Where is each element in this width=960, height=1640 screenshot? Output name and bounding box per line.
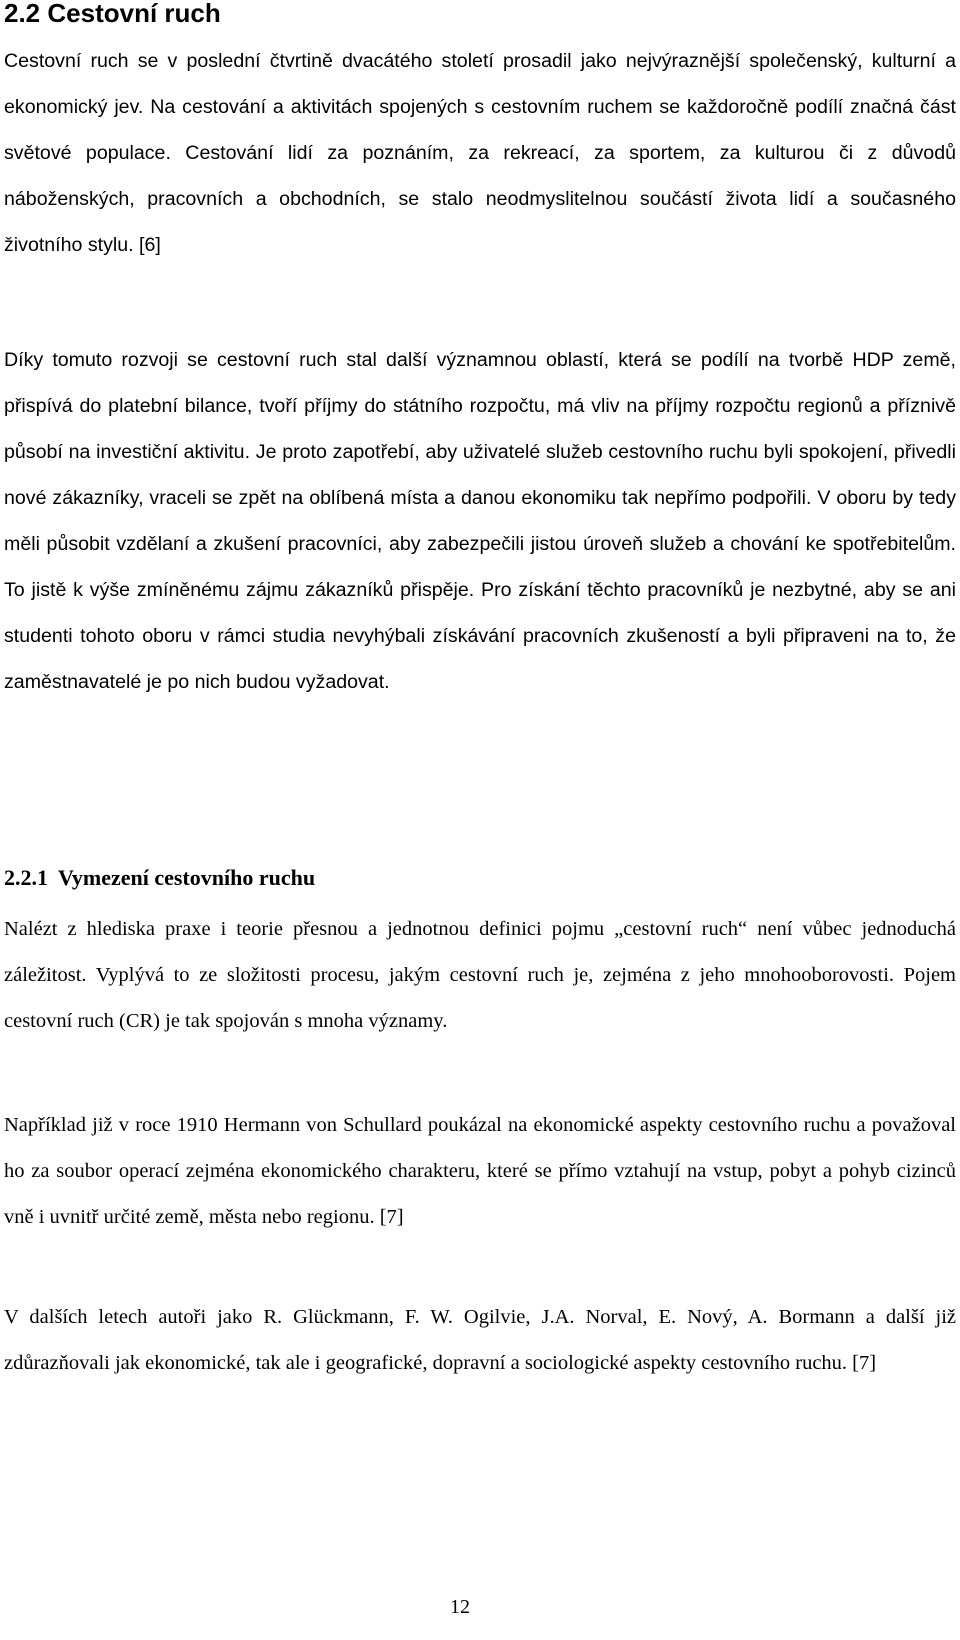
section-paragraph-2: Díky tomuto rozvoji se cestovní ruch stal další významnou oblastí, která se podílí na tvorbě HDP země, přispívá do platební bilance, tvoří příjmy do státního rozpočtu, má vliv na příjmy rozpočtu regionů a příznivě působí na investiční aktivitu. Je proto zapotřebí, aby uživatelé služeb cestovního ruchu byli spokojení, přivedli nové zákazníky, vraceli se zpět na oblíbená místa a danou ekonomiku tak nepřímo podpořili. V oboru by tedy měli působit vzdělaní a zkušení pracovníci, aby zabezpečili jistou úroveň služeb a chování ke spotřebitelům. To jistě k výše zmíněnému zájmu zákazníků přispěje. Pro získání těchto pracovníků je nezbytné, aby se ani studenti tohoto oboru v rámci studia nevyhýbali získávání pracovních zkušeností a byli připraveni na to, že zaměstnavatelé je po nich budou vyžadovat.	[4, 349, 956, 693]
section-paragraph-1: Cestovní ruch se v poslední čtvrtině dvacátého století prosadil jako nejvýraznější společenský, kulturní a ekonomický jev. Na cestování a aktivitách spojených s cestovním ruchem se každoročně podílí značná část světové populace. Cestování lidí za poznáním, za rekreací, za sportem, za kulturou či z důvodů náboženských, pracovních a obchodních, se stalo neodmyslitelnou součástí života lidí a současného životního stylu. [6]	[4, 50, 956, 256]
subsection-paragraph-3: V dalších letech autoři jako R. Glückmann, F. W. Ogilvie, J.A. Norval, E. Nový, A. Bormann a další již zdůrazňovali jak ekonomické, tak ale i geografické, dopravní a sociologické aspekty cestovního ruchu. [7]	[4, 1306, 956, 1374]
subsection-paragraph-2: Například již v roce 1910 Hermann von Schullard poukázal na ekonomické aspekty cestovního ruchu a považoval ho za soubor operací zejména ekonomického charakteru, které se přímo vztahují na vstup, pobyt a pohyb cizinců vně i uvnitř určité země, města nebo regionu. [7]	[4, 1114, 956, 1228]
subsection-number: 2.2.1	[4, 865, 48, 890]
subsection-heading	[4, 863, 315, 893]
subsection-title: Vymezení cestovního ruchu	[58, 865, 316, 890]
subsection-paragraph-1: Nalézt z hlediska praxe i teorie přesnou a jednotnou definici pojmu „cestovní ruch“ není vůbec jednoduchá záležitost. Vyplývá to ze složitosti procesu, jakým cestovní ruch je, zejména z jeho mnohooborovosti. Pojem cestovní ruch (CR) je tak spojován s mnoha významy.	[4, 918, 956, 1032]
section-heading: 2.2 Cestovní ruch	[4, 0, 221, 28]
page-number: 12	[450, 1596, 470, 1618]
